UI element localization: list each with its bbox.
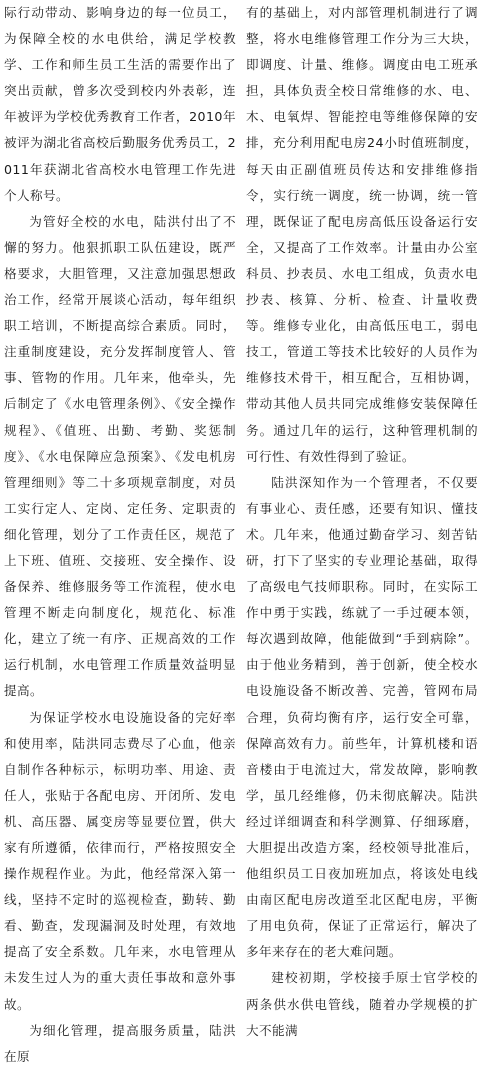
left-paragraph-1: 际行动带动、影响身边的每一位员工，为保障全校的水电供给，满足学校教学、工作和师生员工生活的需要作出了突出贡献，曾多次受到校内外表彰，连年被评为学校优秀教育工作者，2010年被评为湖北省高校后勤服务优秀员工，2011年获湖北省高校水电管理工作先进个人称号。 [4,5,236,203]
left-paragraph-2: 为管好全校的水电，陆洪付出了不懈的努力。他狠抓职工队伍建设，既严格要求，大胆管理，又注意加强思想政治工作，经常开展谈心活动，每年组织职工培训，不断提高综合素质。同时，注重制度建设，充分发挥制度管人、管事、管物的作用。几年来，他牵头，先后制定了《水电管理条例》、《安全操作规程》、《值班、出勤、考勤、奖惩制度》、《水电保障应急预案》、《发电机房管理细则》等二十多项规章制度，对员工实行定人、定岗、定任务、定职责的细化管理，划分了工作责任区，规范了上下班、值班、交接班、安全操作、设备保养、维修服务等工作流程，使水电管理不断走向制度化，规范化、标准化，建立了统一有序、正规高效的工作运行机制，水电管理工作质量效益明显提高。 [4,213,236,699]
right-paragraph-3: 建校初期，学校接手原士官学校的两条供水供电管线，随着办学规模的扩大不能满 [246,970,478,1038]
right-paragraph-1: 有的基础上，对内部管理机制进行了调整，将水电维修管理工作分为三大块，即调度、计量、维修。调度由电工班承担，具体负责全校日常维修的水、电、木、电氧焊、智能控电等维修保障的安排，充分利用配电房24小时值班制度，每天由正副值班员传达和安排维修指令，实行统一调度，统一协调，统一管理，既保证了配电房高低压设备运行安全，又提高了工作效率。计量由办公室科员、抄表员、水电工组成，负责水电抄表、核算、分析、检查、计量收费等。维修专业化，由高低压电工，弱电技工，管道工等技术比较好的人员作为维修技术骨干，相互配合，互相协调，带动其他人员共同完成维修安装保障任务。通过几年的运行，这种管理机制的可行性、有效性得到了验证。 [246,5,478,464]
left-text-column [4,0,236,1064]
right-text-column [246,0,478,1038]
left-paragraph-4: 为细化管理，提高服务质量，陆洪在原 [4,1022,236,1064]
left-paragraph-3: 为保证学校水电设施设备的完好率和使用率，陆洪同志费尽了心血，他亲自制作各种标示，标明功率、用途、责任人，张贴于各配电房、开闭所、发电机、高压器、属变房等显要位置，供大家有所遵循，依律而行，严格按照安全操作规程作业。为此，他经常深入第一线，坚持不定时的巡视检查，勤转、勤看、勤查，发现漏洞及时处理，有效地提高了安全系数。几年来，水电管理从未发生过人为的重大责任事故和意外事故。 [4,709,236,1012]
right-paragraph-2: 陆洪深知作为一个管理者，不仅要有事业心、责任感，还要有知识、懂技术。几年来，他通过勤奋学习、刻苦钻研，打下了坚实的专业理论基础，取得了高级电气技师职称。同时，在实际工作中勇于实践，练就了一手过硬本领，每次遇到故障，他能做到“手到病除”。由于他业务精到，善于创新，使全校水电设施设备不断改善、完善，管网布局合理，负荷均衡有序，运行安全可靠，保障高效有力。前些年，计算机楼和语音楼由于电流过大，常发故障，影响教学，虽几经维修，仍未彻底解决。陆洪经过详细调查和科学测算、仔细琢磨，大胆提出改造方案，经校领导批准后，他组织员工日夜加班加点，将该处电线由南区配电房改道至北区配电房，平衡了用电负荷，保证了正常运行，解决了多年来存在的老大难问题。 [246,474,478,960]
